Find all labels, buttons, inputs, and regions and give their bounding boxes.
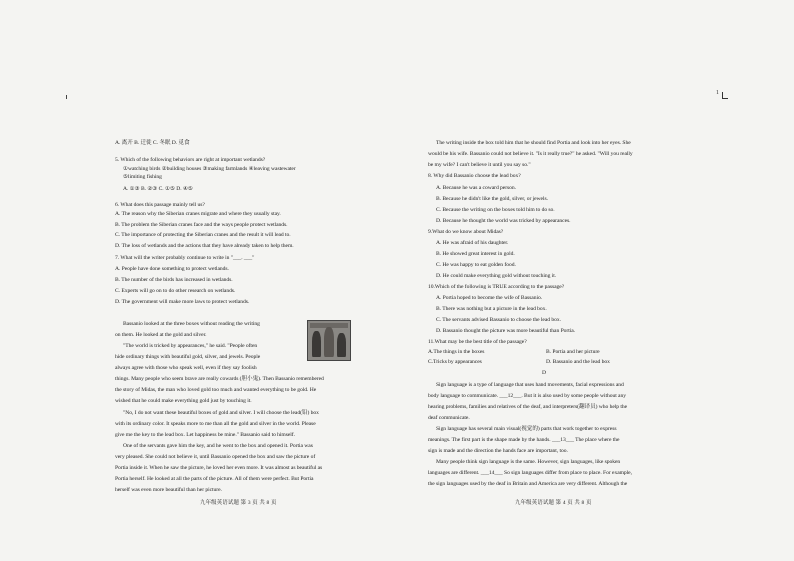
q11-option-a: A.The things in the boxes — [428, 349, 485, 355]
q6-option-c: C. The importance of protecting the Siberian cranes and the result it will lead to. — [115, 232, 291, 238]
story-line: would be his wife. Bassanio could not believe it. "Is it really true?" he asked. "Will you really — [428, 151, 633, 157]
q8-option-b: B. Because he didn't like the gold, silver, or jewels. — [436, 196, 548, 202]
story-line: always agree with those who speak well, even if they say foolish — [115, 365, 257, 371]
q11-option-d: D. Bassanio and the lead box — [546, 359, 610, 365]
q6-option-b: B. The problem the Siberian cranes face and the ways people protect wetlands. — [115, 222, 288, 228]
q11-options-row1 — [428, 348, 664, 356]
story-line: Portia inside it. When he saw the picture, he loved her even more. It was almost as beautiful as — [115, 465, 323, 471]
left-page-footer: 九年级英语试题 第 3 页 共 8 页 — [200, 500, 277, 506]
passage-line: Many people think sign language is the same. However, sign languages, like spoken — [436, 459, 621, 465]
story-line: the story of Midas, the man who loved gold too much and wanted everything to be gold. He — [115, 387, 317, 393]
left-page — [115, 0, 355, 561]
story-line: "The world is tricked by appearances," he said. "People often — [123, 343, 258, 349]
q7-option-d: D. The government will make more laws to protect wetlands. — [115, 299, 250, 305]
q9-option-c: C. He was happy to eat golden food. — [436, 262, 516, 268]
q10-option-a: A. Portia hoped to become the wife of Bassanio. — [436, 295, 543, 301]
story-line: very pleased. She could not believe it, until Bassanio opened the box and saw the picture of — [115, 454, 316, 460]
passage-line: the sign languages used by the deaf in Britain and America are very different. Although the — [428, 481, 628, 487]
q11-question: 11.What may be the best title of the passage? — [428, 339, 527, 345]
q7-option-c: C. Experts will go on to do other research on wetlands. — [115, 288, 236, 294]
passage-line: meanings. The first part is the shape made by the hands. ___13___ The place where the — [428, 437, 620, 443]
story-line: herself was even more beautiful than her picture. — [115, 487, 222, 493]
story-line: "No, I do not want these beautiful boxes of gold and silver. I will choose the lead(铅) box — [123, 410, 319, 416]
q4-options: A. 离开 B. 迁徙 C. 冬眠 D. 觅食 — [115, 140, 190, 146]
story-line: give me the key to the lead box. Let happiness be mine." Bassanio said to himself. — [115, 432, 295, 438]
story-line: Bassanio looked at the three boxes without reading the writing — [123, 321, 260, 327]
q11-option-b: B. Portia and her picture — [546, 349, 600, 355]
bassanio-boxes-illustration — [307, 320, 351, 361]
q7-question: 7. What will the writer probably continue to write in "___. ___" — [115, 255, 255, 261]
q5-behaviors: ①watching birds ②building houses ③making farmlands ④leaving wastewater — [123, 166, 296, 172]
q5-question: 5. Which of the following behaviors are right at important wetlands? — [115, 157, 266, 163]
q10-option-b: B. There was nothing but a picture in the lead box. — [436, 306, 547, 312]
q9-question: 9.What do we know about Midas? — [428, 229, 504, 235]
right-page-footer: 九年级英语试题 第 4 页 共 8 页 — [515, 500, 592, 506]
passage-line: sign is made and the direction the hands face are important, too. — [428, 448, 568, 454]
q8-question: 8. Why did Bassanio choose the lead box? — [428, 173, 521, 179]
q9-option-d: D. He could make everything gold without touching it. — [436, 273, 557, 279]
story-line: things. Many people who seem brave are really cowards (胆小鬼). Then Bassanio remembered — [115, 376, 324, 382]
q7-option-a: A. People have done something to protect wetlands. — [115, 266, 229, 272]
q10-question: 10.Which of the following is TRUE according to the passage? — [428, 284, 565, 290]
story-line: be my wife? I can't believe it until you say so." — [428, 162, 531, 168]
q8-option-a: A. Because he was a coward person. — [436, 185, 516, 191]
q6-question: 6. What does this passage mainly tell us? — [115, 202, 205, 208]
q6-option-a: A. The reason why the Siberian cranes migrate and where they usually stay. — [115, 211, 281, 217]
passage-line: hearing problems, families and relatives of the deaf, and interpreters(翻译员) who help the — [428, 404, 628, 410]
passage-line: Sign language is a type of language that uses hand movements, facial expressions and — [436, 382, 624, 388]
passage-line: languages are different. ___14___ So sign languages differ from place to place. For example, — [428, 470, 632, 476]
story-line: wished that he could make everything gold just by touching it. — [115, 398, 252, 404]
story-line: Portia herself. He looked at all the parts of the picture. All of them were perfect. But Portia — [115, 476, 314, 482]
q9-option-b: B. He showed great interest in gold. — [436, 251, 515, 257]
q5-behaviors-cont: ⑤limiting fishing — [123, 174, 162, 180]
q10-option-d: D. Bassanio thought the picture was more beautiful than Portia. — [436, 328, 575, 334]
story-line: with its ordinary color. It speaks more to me than all the gold and silver in the world. Please — [115, 421, 316, 427]
crop-mark — [722, 92, 728, 99]
story-line: One of the servants gave him the key, and he went to the box and opened it. Portia was — [123, 443, 313, 449]
q7-option-b: B. The number of the birds has increased in wetlands. — [115, 277, 233, 283]
passage-line: Sign language has several main visual(视觉的) parts that work together to express — [436, 426, 617, 432]
section-heading-d: D — [542, 370, 546, 376]
q11-options-row2 — [428, 358, 664, 366]
story-line: The writing inside the box told him that he should find Portia and look into her eyes. She — [436, 140, 631, 146]
q9-option-a: A. He was afraid of his daughter. — [436, 240, 509, 246]
illustration-figure — [337, 333, 346, 357]
story-line: on them. He looked at the gold and silver. — [115, 332, 207, 338]
story-line: hide ordinary things with beautiful gold, silver, and jewels. People — [115, 354, 261, 360]
q6-option-d: D. The loss of wetlands and the actions that they have already taken to help them. — [115, 243, 294, 249]
q11-option-c: C.Tricks by appearances — [428, 359, 482, 365]
right-page — [428, 0, 676, 561]
margin-mark: 1 — [716, 90, 719, 96]
illustration-figure — [312, 331, 321, 357]
passage-line: deaf communicate. — [428, 415, 470, 421]
q5-options: A. ①③ B. ②③ C. ①⑤ D. ④⑤ — [123, 186, 193, 192]
q8-option-d: D. Because he thought the world was tricked by appearances. — [436, 218, 571, 224]
scan-speck — [66, 95, 67, 99]
q10-option-c: C. The servants advised Bassanio to choose the lead box. — [436, 317, 561, 323]
passage-line: body language to communicate. ___12___. But it is also used by some people without any — [428, 393, 626, 399]
q8-option-c: C. Because the writing on the boxes told him to do so. — [436, 207, 555, 213]
illustration-figure — [324, 327, 334, 357]
